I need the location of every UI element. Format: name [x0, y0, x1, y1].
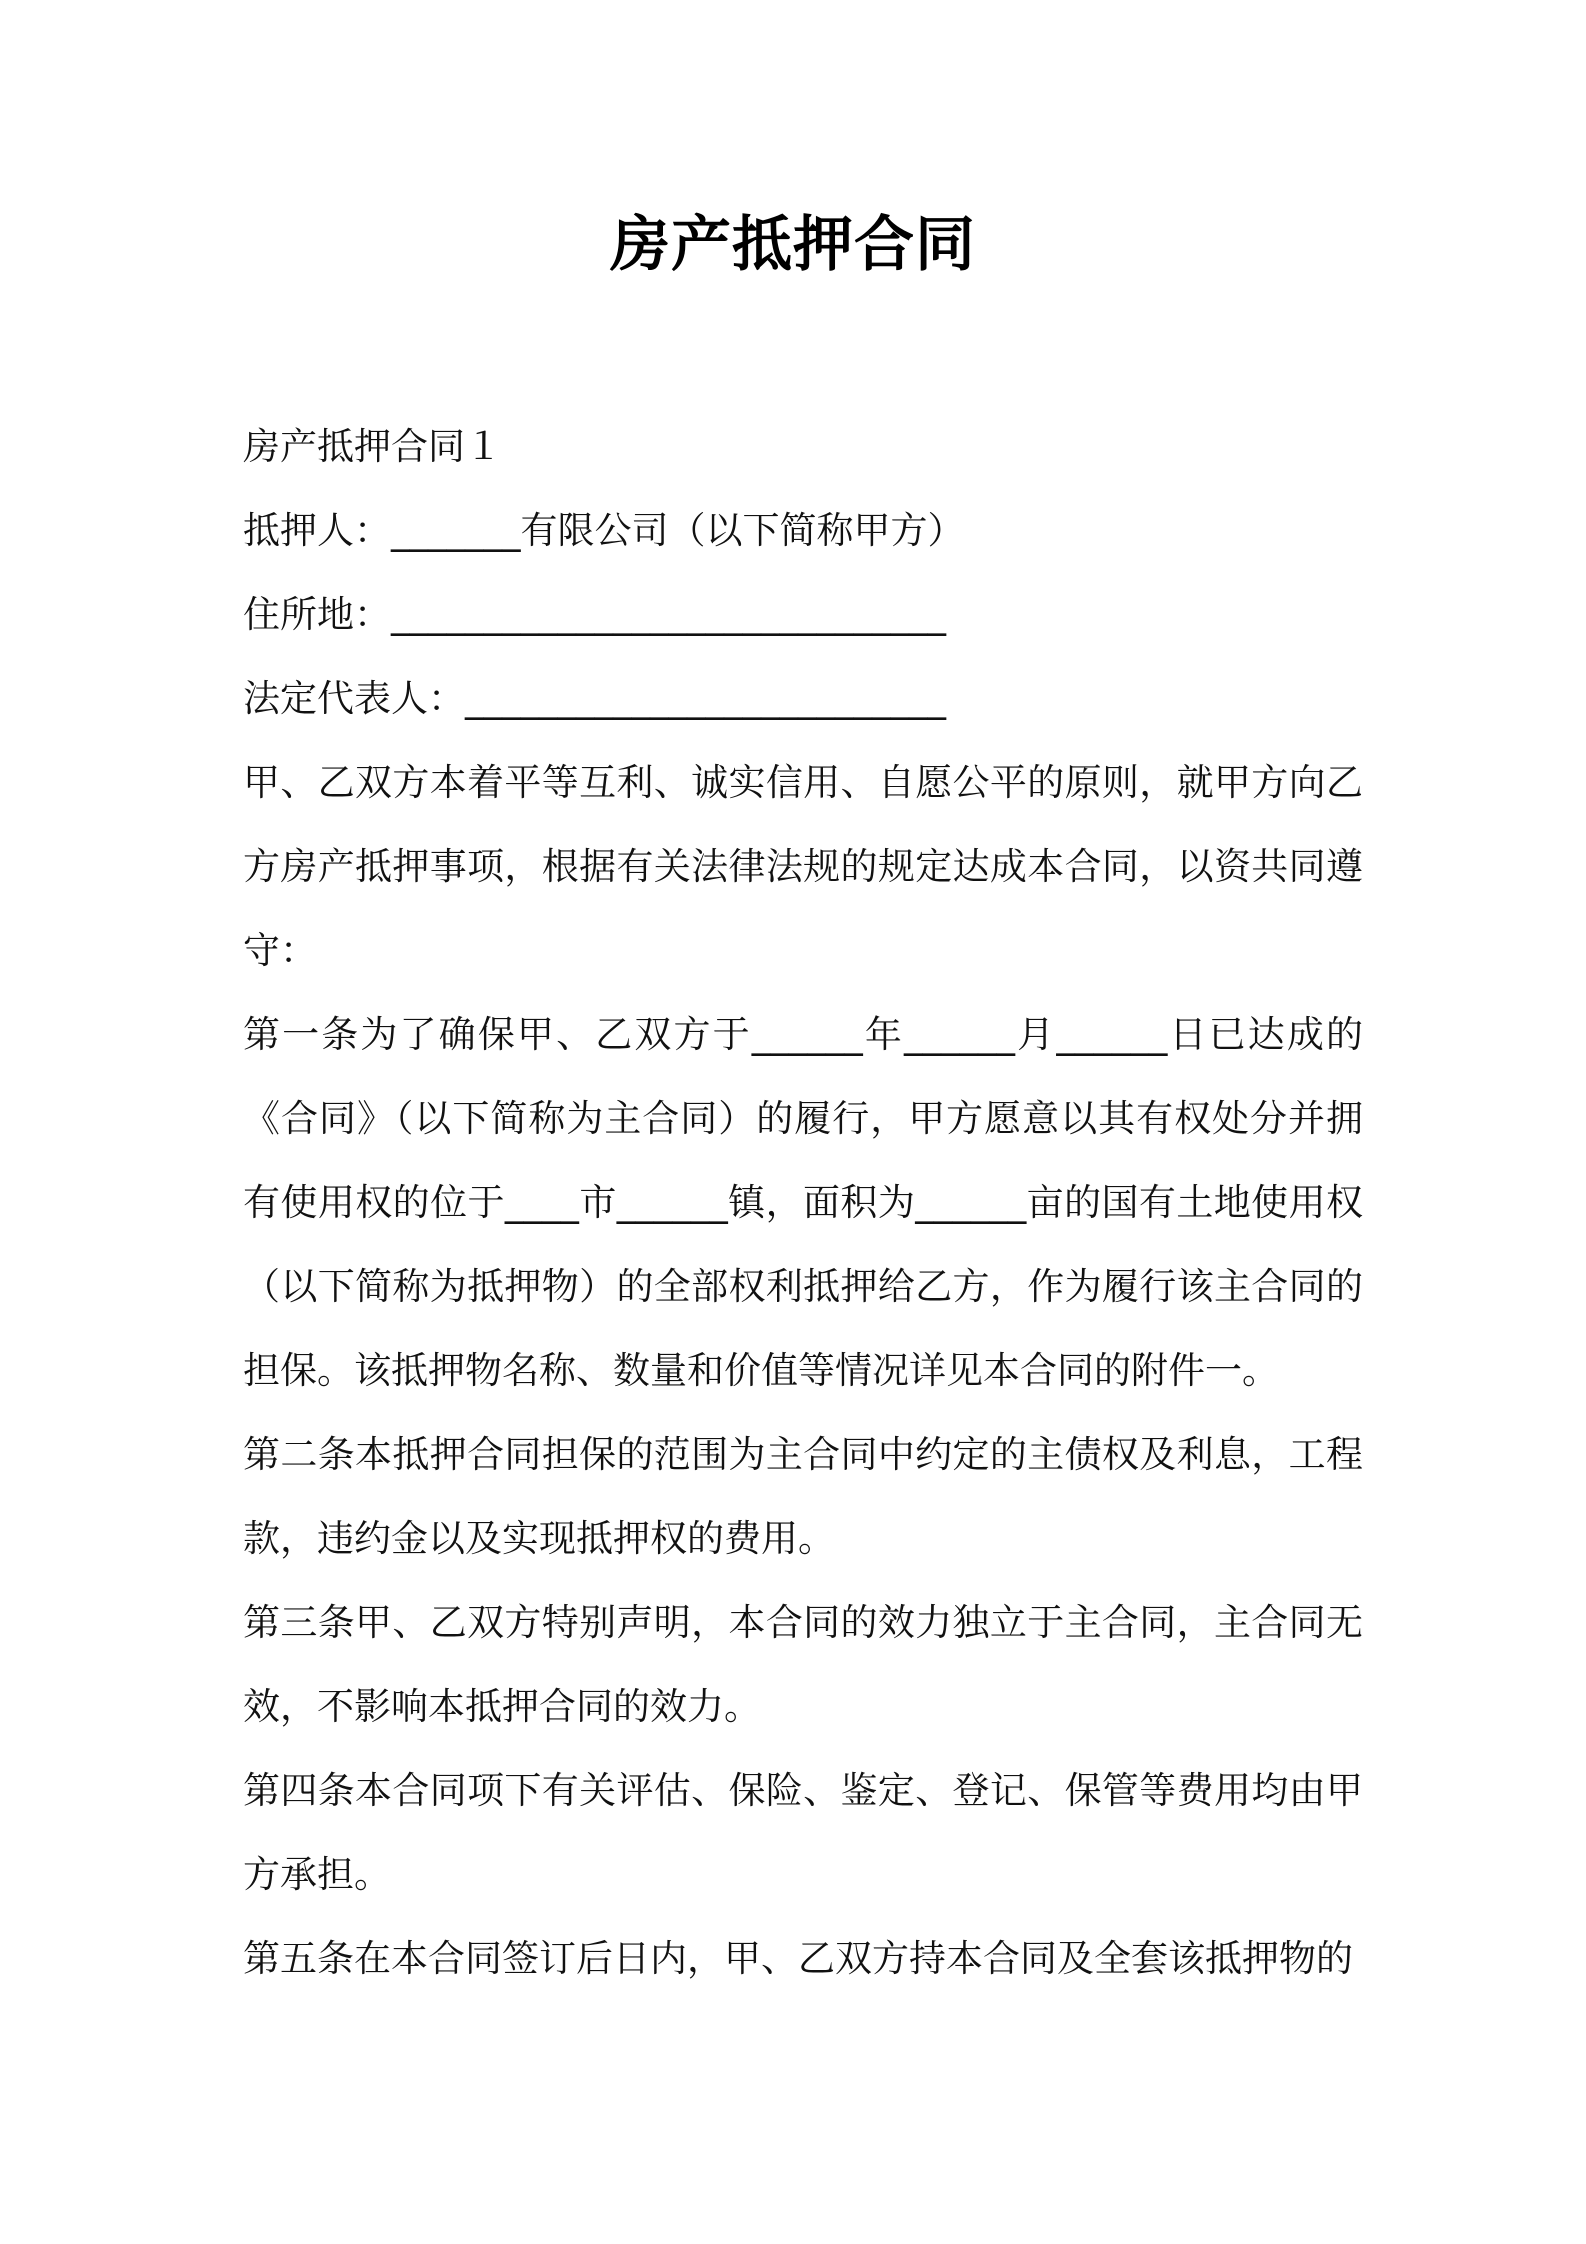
article-5-paragraph: 第五条在本合同签订后日内，甲、乙双方持本合同及全套该抵押物的: [243, 1937, 1353, 1980]
document-body: [243, 405, 1363, 2001]
article-4-paragraph: 第四条本合同项下有关评估、保险、鉴定、登记、保管等费用均由甲方承担。: [243, 1769, 1363, 1896]
mortgagor-line: 抵押人：_______有限公司（以下简称甲方）: [243, 509, 965, 552]
contract-subtitle: 房产抵押合同１: [243, 425, 502, 468]
document-title: 房产抵押合同: [610, 210, 976, 280]
preamble-paragraph: 甲、乙双方本着平等互利、诚实信用、自愿公平的原则，就甲方向乙方房产抵押事项，根据有关法律法规的规定达成本合同，以资共同遵守：: [243, 761, 1363, 972]
address-line: 住所地：______________________________: [243, 593, 946, 636]
legal-representative-line: 法定代表人：__________________________: [243, 677, 946, 720]
article-1-paragraph: 第一条为了确保甲、乙双方于______年______月______日已达成的《合同》（以下简称为主合同）的履行，甲方愿意以其有权处分并拥有使用权的位于____市______镇，面积为______亩的国有土地使用权（以下简称为抵押物）的全部权利抵押给乙方，作为履行该主合同的担保。该抵押物名称、数量和价值等情况详见本合同的附件一。: [243, 1013, 1363, 1392]
article-2-paragraph: 第二条本抵押合同担保的范围为主合同中约定的主债权及利息，工程款，违约金以及实现抵押权的费用。: [243, 1433, 1363, 1560]
article-3-paragraph: 第三条甲、乙双方特别声明，本合同的效力独立于主合同，主合同无效，不影响本抵押合同的效力。: [243, 1601, 1363, 1728]
